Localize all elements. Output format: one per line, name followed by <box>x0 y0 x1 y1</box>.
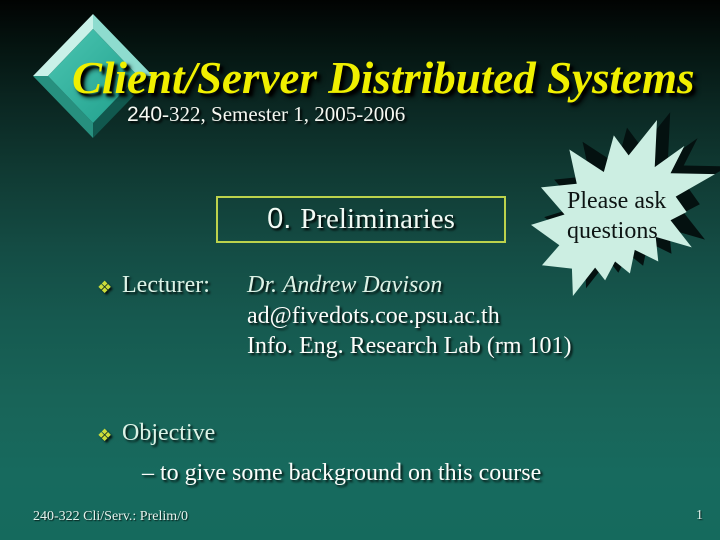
section-number: 0. <box>267 203 292 235</box>
slide-subtitle <box>127 102 405 127</box>
lecturer-name: Dr. Andrew Davison <box>247 272 443 298</box>
callout-starburst <box>531 120 715 296</box>
subtitle-course-number: 240 <box>127 103 163 126</box>
lecturer-email: ad@fivedots.coe.psu.ac.th <box>247 303 500 329</box>
callout-line-2: questions <box>567 218 658 244</box>
footer-page-number: 1 <box>696 508 703 523</box>
section-title-box <box>216 196 506 243</box>
objective-detail: – to give some background on this course <box>142 460 542 486</box>
footer-slide-id: 240-322 Cli/Serv.: Prelim/0 <box>33 509 189 524</box>
lecturer-lab: Info. Eng. Research Lab (rm 101) <box>247 333 572 359</box>
callout-text <box>567 186 666 246</box>
bullet-diamond-icon: ❖ <box>97 278 113 298</box>
subtitle-rest: -322, Semester 1, 2005-2006 <box>162 102 406 126</box>
slide-title: Client/Server Distributed Systems <box>72 53 695 103</box>
callout-line-1: Please ask <box>567 188 667 214</box>
lecturer-label: Lecturer: <box>122 272 210 298</box>
section-name: Preliminaries <box>300 203 455 235</box>
objective-label: Objective <box>122 420 216 446</box>
bullet-diamond-icon: ❖ <box>97 426 113 446</box>
